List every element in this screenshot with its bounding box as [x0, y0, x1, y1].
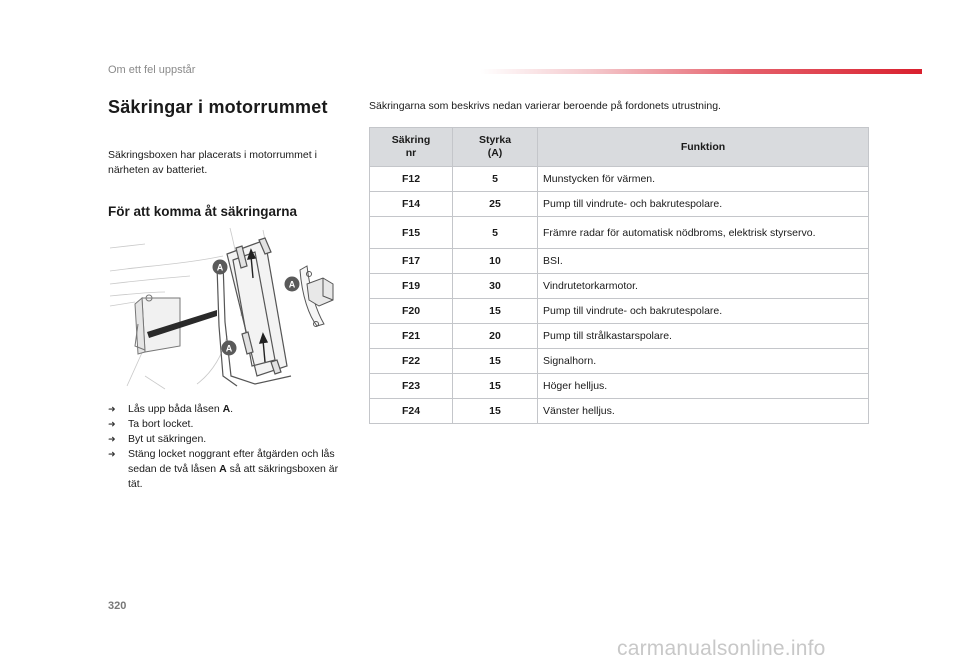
fuse-table: [369, 127, 869, 424]
lock-label-a-2: A: [288, 279, 296, 290]
access-subtitle: För att komma åt säkringarna: [108, 204, 298, 219]
table-row: F15 5 Främre radar för automatisk nödbroms, elektrisk styrservo.: [370, 217, 869, 249]
page-number: 320: [108, 600, 127, 612]
header-function: Funktion: [538, 128, 869, 167]
fuse-box-illustration: [105, 226, 345, 392]
intro-text: Säkringsboxen har placerats i motorrummet i närheten av batteriet.: [108, 149, 317, 176]
table-row: F14 25 Pump till vindrute- och bakrutespolare.: [370, 192, 869, 217]
arrow-bullet-icon: ➜: [108, 434, 116, 444]
table-row: F24 15 Vänster helljus.: [370, 399, 869, 424]
arrow-bullet-icon: ➜: [108, 449, 116, 459]
arrow-bullet-icon: ➜: [108, 404, 116, 414]
header-fuse-nr: Säkring nr: [370, 128, 453, 167]
lock-label-a-3: A: [225, 343, 233, 354]
step-item: ➜ Ta bort locket.: [108, 418, 194, 430]
arrow-bullet-icon: ➜: [108, 419, 116, 429]
table-row: F20 15 Pump till vindrute- och bakrutespolare.: [370, 299, 869, 324]
lock-label-a-1: A: [216, 262, 224, 273]
chapter-title: Om ett fel uppstår: [108, 64, 196, 76]
table-row: F23 15 Höger helljus.: [370, 374, 869, 399]
header-accent-bar: [480, 69, 922, 74]
step-item: ➜ Stäng locket noggrant efter åtgärden och lås sedan de två låsen A så att säkringsboxen är tät.: [108, 448, 339, 490]
table-row: F17 10 BSI.: [370, 249, 869, 274]
instruction-steps: [108, 402, 348, 492]
table-row: F22 15 Signalhorn.: [370, 349, 869, 374]
step-item: ➜ Lås upp båda låsen A.: [108, 403, 234, 415]
table-intro: Säkringarna som beskrivs nedan varierar beroende på fordonets utrustning.: [369, 100, 721, 112]
step-item: ➜ Byt ut säkringen.: [108, 433, 207, 445]
section-title: Säkringar i motorrummet: [108, 97, 328, 117]
table-header-row: [370, 128, 869, 167]
watermark: carmanualsonline.info: [617, 637, 826, 660]
table-row: F12 5 Munstycken för värmen.: [370, 167, 869, 192]
table-row: F21 20 Pump till strålkastarspolare.: [370, 324, 869, 349]
header-amperage: Styrka (A): [453, 128, 538, 167]
table-row: F19 30 Vindrutetorkarmotor.: [370, 274, 869, 299]
